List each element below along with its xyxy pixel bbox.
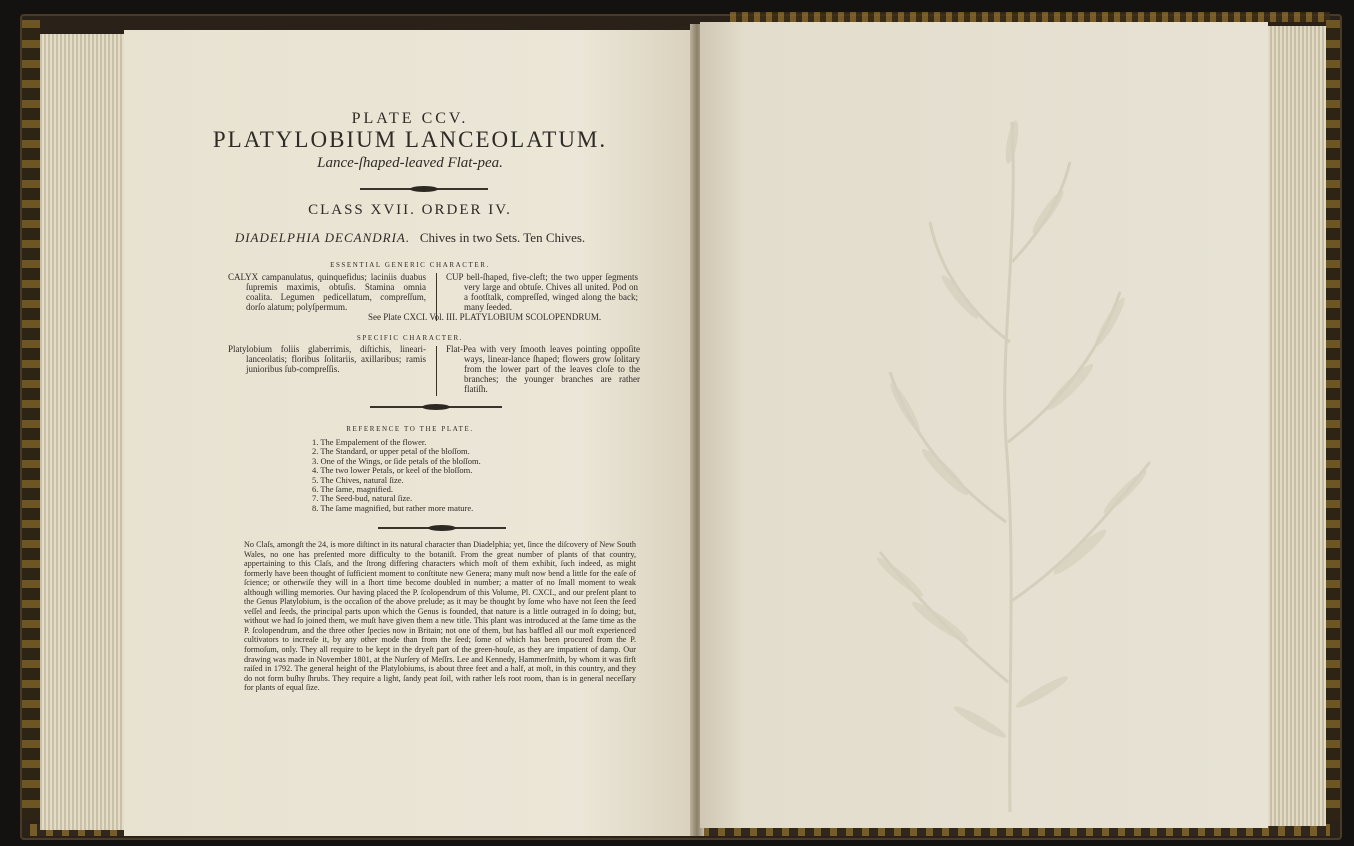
see-reference: See Plate CXCI. Vol. III. PLATYLOBIUM SCOLOPENDRUM. [368, 312, 602, 322]
plate-number: PLATE CCV. [351, 110, 469, 127]
diadelphia-line [124, 230, 696, 246]
specific-latin: Platylobium foliis glaberrimis, diſtichis, lineari-lanceolatis; floribus ſolitariis, axillaribus; ramis junioribus ſub-compreſſis. [228, 344, 426, 374]
essential-heading: ESSENTIAL GENERIC CHARACTER. [330, 261, 490, 269]
essential-latin: CALYX campanulatus, quinquefidus; laciniis duabus ſupremis maximis, obtuſis. Stamina omnia coalita. Legumen pedicellatum, compreſſum, dorſo alatum; polyſpermum. [228, 272, 426, 312]
page-edges-left [40, 34, 128, 830]
ornamental-rule [370, 406, 502, 408]
essential-english: CUP bell-ſhaped, five-cleft; the two upper ſegments very large and obtuſe. Chives all united. Pod on a footſtalk, compreſſed, winged along the back; many ſeeded. [446, 272, 638, 312]
genus-title: PLATYLOBIUM LANCEOLATUM. [212, 127, 608, 152]
gilt-border-right [1326, 20, 1340, 820]
reference-item: 6. The ſame, magnified. [312, 484, 394, 495]
diadelphia-english: Chives in two Sets. Ten Chives. [419, 230, 586, 245]
plant-bleedthrough-illustration [780, 82, 1240, 822]
common-name: Lance-ſhaped-leaved Flat-pea. [317, 155, 503, 171]
ornamental-rule [378, 527, 506, 529]
reference-item: 1. The Empalement of the flower. [312, 437, 427, 447]
gilt-border-top [730, 12, 1330, 22]
classification: CLASS XVII. ORDER IV. [308, 202, 512, 218]
reference-item: 4. The two lower Petals, or keel of the bloſſom. [312, 465, 473, 476]
ornamental-rule [360, 188, 488, 190]
diadelphia-latin: DIADELPHIA DECANDRIA. [234, 230, 411, 245]
reference-list [312, 438, 481, 513]
body-text: No Claſs, amongſt the 24, is more diſtinct in its natural character than Diadelphia; yet, ſince the diſcovery of New South Wales, no one has preſented more difficulty to the botaniſt. From the great number of plants of that country, appertaining to this Claſs, and the ſtrong differing characters which moſt of them exhibit, ſuch indeed, as might formerly have been thought of ſufficient moment to conſtitute new Genera; many muſt now bend a little for the eaſe of ſcience; or otherwiſe they will in a ſhort time become doubled in number; a matter of no ſmall moment to weak although willing memories. Our having placed the P. ſcolopendrum of this Volume, Pl. CXCI., and our preſent plant to the Genus Platylobium, is the occaſion of the above prelude; as it may be thought by ſome who have not ſeen the ſeed veſſel and ſeeds, the principal parts upon which the Genus is founded, that nature is a little outraged in ſo doing; but, without we had ſo joined them, we muſt have given them a new title. This plant was introduced at the ſame time as the P. ſcolopendrum, and the three other ſpecies now in Britain; not one of them, but has baffled all our moſt experienced cultivators to increaſe it, by any other mode than from the ſeed; ſome of which has been procured from the P. formoſum, only. They all require to be kept in the dryeſt part of the green-houſe, as they are impatient of damp. Our drawing was made in November 1801, at the Nurſery of Meſſrs. Lee and Kennedy, Hammerſmith, by whom it was firſt raiſed in 1792. The general height of the Platylobiums, is about three feet and a half, at moſt, in this country, and they do not form buſhy ſhrubs. They require a light, ſandy peat ſoil, with rather leſs root room, than is in general neceſſary for plants of equal ſize. [244, 540, 636, 693]
specific-english: Flat-Pea with very ſmooth leaves pointing oppoſite ways, linear-lance ſhaped; flowers grow ſolitary from the lower part of the leaves cloſe to the branches; the younger branches are rather flatiſh. [446, 344, 640, 394]
reference-item: 7. The Seed-bud, natural ſize. [312, 493, 413, 504]
reference-item: 2. The Standard, or upper petal of the bloſſom. [312, 446, 470, 457]
gilt-border-left [22, 20, 40, 820]
reference-heading: REFERENCE TO THE PLATE. [346, 425, 474, 433]
reference-item: 5. The Chives, natural ſize. [312, 474, 404, 485]
reference-item: 8. The ſame magnified, but rather more mature. [312, 502, 474, 513]
left-page [124, 30, 696, 836]
reference-item: 3. One of the Wings, or ſide petals of the bloſſom. [312, 455, 481, 466]
right-page [700, 22, 1268, 828]
page-edges-right [1268, 26, 1326, 826]
column-divider [436, 346, 437, 396]
specific-heading: SPECIFIC CHARACTER. [356, 334, 464, 342]
